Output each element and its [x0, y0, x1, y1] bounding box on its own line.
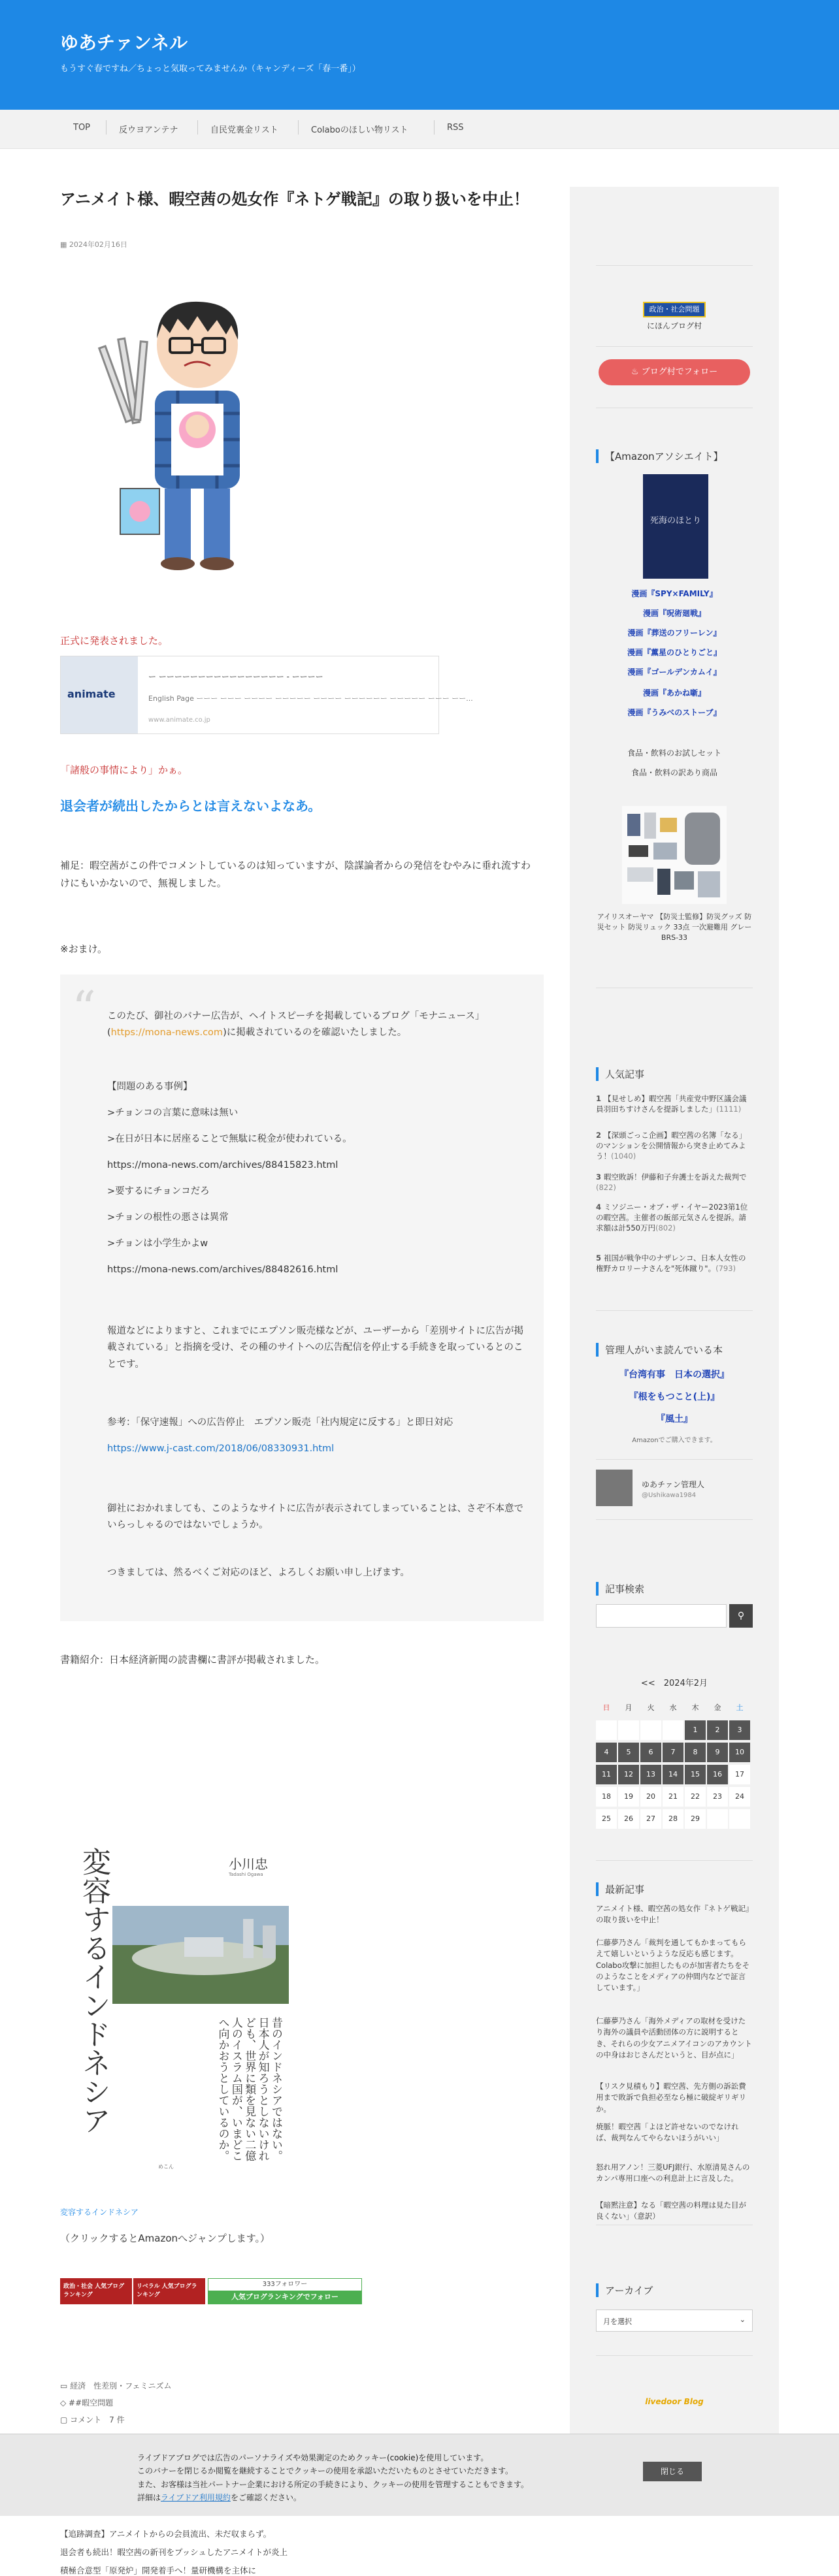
- popular-item-title: 【深頭ごっこ企画】暇空茜の名簿「なる」のマンションを公開情報から突き止めてみよう！: [596, 1131, 747, 1161]
- quote-mark-icon: “: [72, 981, 96, 1036]
- cookie-line: また、お客様は当社パートナー企業における所定の手続きにより、クッキーの使用を管理することもできます。: [137, 2479, 529, 2489]
- otaku-illustration: [86, 293, 282, 580]
- sidebar: [570, 187, 779, 2440]
- amazon-link[interactable]: 漫画『あかね噺』: [642, 688, 706, 698]
- quote-report: 報道などによりますと、これまでにエプソン販売様などが、ユーザーから「差別サイトに広告が掲載されている」と指摘を受け、その種のサイトへの広告配信を停止する手続きを取っているとのことです。: [107, 1326, 523, 1370]
- book-cover-author: 小川忠: [229, 1856, 268, 1872]
- amazon-link[interactable]: 漫画『薫星のひとりごと』: [627, 648, 721, 657]
- category-latest-item[interactable]: 積極合意型「原発炉」開発着手へ！量研機構を主体に: [60, 2566, 257, 2575]
- amazon-book-image[interactable]: [643, 474, 708, 579]
- quote-intro-part2: )に掲載されているのを確認いたしました。: [223, 1027, 407, 1038]
- extra-label: ※おまけ。: [60, 943, 107, 955]
- recent-item[interactable]: 仁藤夢乃さん「裁判を通してもかまってもらえて嬉しいというような反応も感じます。Colabo攻撃に加担したものが加害者たちをそのようなことをメディアの仲間内などで証言しています。」: [596, 1938, 750, 1992]
- calendar-day: 18: [596, 1787, 617, 1807]
- ranking-follow-button[interactable]: [208, 2278, 362, 2304]
- ranking-banner-politics[interactable]: [60, 2278, 132, 2304]
- calendar-weekday: 月: [625, 1703, 633, 1712]
- card-description: English Page ーーー ーーー ーーーー ーーーーー ーーーー ーーーーーー ーーーーー ーーー ーー...: [148, 694, 473, 703]
- quote-reference: 参考：「保守速報」への広告停止 エプソン販売「社内規定に反する」と即日対応: [107, 1417, 453, 1428]
- site-header: [0, 0, 839, 110]
- calendar-empty-cell: [729, 1809, 750, 1829]
- announcement-text: 正式に発表されました。: [60, 635, 169, 647]
- cookie-line: このバナーを閉じるか閲覧を継続することでクッキーの使用を承認いただいたものとさせていただきます。: [137, 2466, 514, 2476]
- amazon-link[interactable]: 漫画『SPY×FAMILY』: [631, 589, 717, 598]
- nav-divider: [106, 120, 107, 135]
- quote-intro-part1: このたび、御社のバナー広告が、ヘイトスピーチを掲載しているブログ「モナニュース」(: [107, 1011, 485, 1038]
- calendar-day[interactable]: 2: [707, 1720, 728, 1740]
- site-title[interactable]: ゆあチァンネル: [60, 32, 188, 54]
- calendar-day: 23: [707, 1787, 728, 1807]
- cookie-close-button[interactable]: 閉じる: [643, 2462, 702, 2481]
- link-card[interactable]: [60, 656, 473, 734]
- recent-item[interactable]: 焼脈！暇空茜「よほど許せないのでなければ、裁判なんてやらないほうがいい」: [596, 2122, 739, 2143]
- nav-divider: [434, 120, 435, 135]
- popular-item-title: 暇空敗訴！伊藤和子弁護士を訴えた裁判で: [604, 1172, 747, 1182]
- calendar-empty-cell: [618, 1720, 639, 1740]
- supplement-text: 補足：暇空茜がこの件でコメントしているのは知っていますが、陰謀論者からの発信をむやみに垂れ流すわけにもいかないので、無視しました。: [60, 860, 531, 889]
- profile-avatar[interactable]: [596, 1470, 633, 1506]
- book-link[interactable]: 変容するインドネシア: [60, 2208, 139, 2217]
- ranking-banner-liberal-label: リベラル 人気ブログランキング: [137, 2283, 197, 2298]
- post-title[interactable]: アニメイト様、暇空茜の処女作『ネトゲ戦記』の取り扱いを中止！: [60, 190, 529, 208]
- book-cover-photo: [112, 1906, 289, 2004]
- calendar-weekday: 水: [669, 1703, 677, 1712]
- amazon-book-title: 死海のほとり: [650, 516, 701, 526]
- book-intro: 書籍紹介：日本経済新聞の読書欄に書評が掲載されました。: [60, 1654, 325, 1666]
- admin-book-link[interactable]: 『風土』: [656, 1414, 693, 1425]
- calendar-day[interactable]: 12: [618, 1765, 639, 1784]
- search-input[interactable]: [596, 1604, 727, 1628]
- animate-logo-text: animate: [67, 688, 116, 700]
- popular-count: (822): [596, 1183, 616, 1193]
- sidebar-divider: [596, 1519, 753, 1520]
- admin-book-link[interactable]: 『根をもつこと(上)』: [629, 1392, 720, 1402]
- quote-line: >在日が日本に居座ることで無駄に税金が使われている。: [107, 1134, 352, 1144]
- blogmura-badge[interactable]: 政治・社会問題: [643, 302, 706, 317]
- calendar-header[interactable]: << 2024年2月: [640, 1679, 708, 1688]
- sidebar-divider: [596, 2355, 753, 2356]
- calendar-day: 26: [618, 1809, 639, 1829]
- calendar-day[interactable]: 15: [685, 1765, 706, 1784]
- nav-item-rss[interactable]: RSS: [447, 123, 464, 133]
- search-icon: ⚲: [737, 1611, 745, 1621]
- recent-item[interactable]: 【リスク見積もり】暇空茜、先方側の訴訟費用まで敗訴で負担必至なら極に破綻ギリギリか。: [596, 2082, 746, 2114]
- emergency-kit-caption[interactable]: アイリスオーヤマ 【防災士監修】防災グッズ 防災セット 防災リュック 33点 一次避難用 グレー BRS-33: [597, 912, 752, 942]
- sidebar-divider: [596, 1459, 753, 1460]
- sidebar-divider: [596, 1860, 753, 1861]
- admin-book-link[interactable]: 『台湾有事 日本の選択』: [619, 1370, 729, 1380]
- popular-item[interactable]: [596, 1202, 753, 1233]
- calendar-day: 22: [685, 1787, 706, 1807]
- tag-link[interactable]: ##暇空問題: [69, 2398, 114, 2407]
- calendar-day[interactable]: 5: [618, 1743, 639, 1762]
- calendar-day: 29: [685, 1809, 706, 1829]
- quote-closing: つきましては、然るべくご対応のほど、よろしくお願い申し上げます。: [107, 1568, 410, 1578]
- calendar-day[interactable]: 3: [729, 1720, 750, 1740]
- calendar-day[interactable]: 11: [596, 1765, 617, 1784]
- quote-block: [60, 974, 544, 1621]
- navbar: [0, 110, 839, 149]
- terms-link[interactable]: ライブドア利用規約: [161, 2493, 231, 2503]
- popular-rank: 2: [596, 1131, 602, 1140]
- popular-item-title: ミソジニー・オブ・ザ・イヤー2023第1位の暇空茜。主催者の飯部元気さんを提訴。請求額は計550万円: [596, 1202, 748, 1233]
- amazon-widget-title: 【Amazonアソシエイト】: [596, 449, 753, 463]
- comments-link[interactable]: コメント 7 件: [70, 2415, 125, 2424]
- mona-news-link[interactable]: https://mona-news.com: [110, 1027, 223, 1038]
- nav-divider: [298, 120, 299, 135]
- profile-name[interactable]: ゆあチァン管理人: [642, 1480, 705, 1489]
- amazon-link[interactable]: 漫画『うみべのストーブ』: [627, 708, 721, 717]
- book-cover-title: 変容するインドネシア: [77, 1847, 110, 2134]
- profile-id: @Ushikawa1984: [642, 1492, 697, 1499]
- food-link[interactable]: 食品・飲料のお試しセット: [627, 749, 721, 758]
- recent-widget-title: 最新記事: [596, 1882, 753, 1896]
- post-tags: [60, 2397, 113, 2408]
- emphasis-text: 退会者が続出したからとは言えないよなあ。: [60, 798, 321, 814]
- book-note: （クリックするとAmazonへジャンプします。）: [60, 2232, 271, 2244]
- quote-line: >チョンは小学生かよw: [107, 1238, 208, 1249]
- category-latest-item[interactable]: 【追跡調査】アニメイトからの会員流出、未だ収まらず。: [60, 2529, 272, 2539]
- folder-icon: ▭: [60, 2381, 71, 2391]
- calendar-weekday: 土: [736, 1703, 744, 1712]
- admin-books-note: Amazonでご購入できます。: [632, 1437, 717, 1444]
- category-links[interactable]: 経済 性差別・フェミニズム: [70, 2381, 172, 2391]
- follow-label: 人気ブログランキングでフォロー: [208, 2291, 361, 2304]
- popular-count: (793): [716, 1264, 736, 1274]
- jcast-link[interactable]: [107, 1441, 532, 1457]
- card-title: ー ーーーーーーーーーーーーーーーー - ーーーー: [148, 672, 323, 681]
- calendar-weekday: 木: [691, 1703, 699, 1712]
- calendar-weekday: 日: [602, 1703, 610, 1712]
- calendar-day: 24: [729, 1787, 750, 1807]
- archive-select-value: 月を選択: [603, 2317, 632, 2326]
- archive-select[interactable]: [596, 2310, 753, 2332]
- search-button[interactable]: [729, 1604, 753, 1628]
- blogmura-follow-label: ブログ村でフォロー: [641, 367, 718, 377]
- recent-item[interactable]: 怒れ用アノン！三菱UFJ銀行、水原清晃さんのカンパ専用口座への利息計上に言及した。: [596, 2163, 750, 2183]
- post-categories: [60, 2380, 172, 2391]
- nav-item-list[interactable]: 自民党裏金リスト: [210, 125, 278, 135]
- popular-item[interactable]: [596, 1130, 753, 1161]
- calendar-day: 17: [729, 1765, 750, 1784]
- calendar-day[interactable]: 16: [707, 1765, 728, 1784]
- calendar-day: 20: [640, 1787, 661, 1807]
- calendar-weekday: 火: [647, 1703, 655, 1712]
- post-date: [60, 239, 127, 250]
- recent-item[interactable]: アニメイト様、暇空茜の処女作『ネトゲ戦記』の取り扱いを中止！: [596, 1904, 749, 1925]
- nav-divider: [197, 120, 198, 135]
- calendar-day[interactable]: 7: [663, 1743, 683, 1762]
- popular-item[interactable]: [596, 1093, 753, 1114]
- cookie-line-suffix: をご確認ください。: [230, 2493, 301, 2503]
- nav-item-antenna[interactable]: 反ウヨアンテナ: [119, 125, 178, 135]
- quote-intro: [107, 1008, 532, 1042]
- popular-rank: 1: [596, 1094, 602, 1103]
- cookie-line-prefix: 詳細は: [137, 2493, 161, 2503]
- calendar-day[interactable]: 10: [729, 1743, 750, 1762]
- calendar-day: 19: [618, 1787, 639, 1807]
- popular-item[interactable]: [596, 1253, 753, 1274]
- problem-title: 【問題のある事例】: [107, 1082, 193, 1092]
- calendar-empty-cell: [707, 1809, 728, 1829]
- popular-rank: 5: [596, 1253, 602, 1263]
- card-url: www.animate.co.jp: [148, 716, 210, 724]
- book-cover-image[interactable]: [60, 1841, 289, 2180]
- calendar-empty-cell: [640, 1720, 661, 1740]
- amazon-link[interactable]: 漫画『葬送のフリーレン』: [627, 628, 721, 637]
- ranking-banner-politics-label: 政治・社会 人気ブログランキング: [63, 2283, 125, 2298]
- amazon-link[interactable]: 漫画『呪術廻戦』: [642, 609, 706, 618]
- jcast-link-text[interactable]: https://www.j-cast.com/2018/06/08330931.html: [107, 1443, 335, 1454]
- follower-count: 333フォロワー: [262, 2281, 308, 2288]
- calendar-day[interactable]: 4: [596, 1743, 617, 1762]
- quote-line: >チョンコの言葉に意味は無い: [107, 1108, 239, 1118]
- popular-item[interactable]: [596, 1172, 753, 1193]
- popular-count: (1040): [611, 1151, 636, 1161]
- popular-widget-title: 人気記事: [596, 1067, 753, 1081]
- food-link[interactable]: 食品・飲料の訳あり商品: [631, 768, 717, 777]
- popular-rank: 4: [596, 1202, 602, 1212]
- calendar-empty-cell: [596, 1720, 617, 1740]
- category-latest-item[interactable]: 退会者も続出！暇空茜の新刊をプッシュしたアニメイトが炎上: [60, 2547, 288, 2557]
- sidebar-divider: [596, 346, 753, 347]
- quote-url: https://mona-news.com/archives/88482616.html: [107, 1264, 338, 1275]
- blogmura-text[interactable]: にほんブログ村: [646, 321, 702, 330]
- ranking-banner-liberal[interactable]: [133, 2278, 205, 2304]
- circumstance-text: 「諸般の事情により」かぁ。: [60, 764, 188, 776]
- calendar-day: 21: [663, 1787, 683, 1807]
- archive-widget-title: アーカイブ: [596, 2283, 753, 2297]
- animate-logo: [61, 656, 138, 733]
- quote-line: >要するにチョンコだろ: [107, 1186, 210, 1197]
- amazon-link[interactable]: 漫画『ゴールデンカムイ』: [627, 668, 721, 677]
- nav-item-wishlist[interactable]: Colaboのほしい物リスト: [311, 125, 408, 135]
- recent-item[interactable]: 【暗黙注意】なる「暇空茜の料理は見た目が良くない」（意訳）: [596, 2200, 746, 2221]
- post-date-text: 2024年02月16日: [69, 240, 127, 249]
- book-cover-publisher: めこん: [158, 2164, 174, 2170]
- calendar-day[interactable]: 1: [685, 1720, 706, 1740]
- cookie-banner: [0, 2434, 839, 2516]
- calendar-day[interactable]: 6: [640, 1743, 661, 1762]
- site-description: もうすぐ春ですね／ちょっと気取ってみませんか（キャンディーズ「春一番」）: [60, 64, 361, 74]
- chevron-down-icon: ⌄: [739, 2315, 746, 2324]
- popular-item-title: 祖国が戦争中のナザレンコ、日本人女性の権野カロリーナさんを"死体蹴り"。: [596, 1253, 746, 1274]
- calendar-empty-cell: [663, 1720, 683, 1740]
- blogmura-follow-button[interactable]: [599, 359, 750, 385]
- nav-item-top[interactable]: TOP: [73, 123, 91, 133]
- calendar-day[interactable]: 14: [663, 1765, 683, 1784]
- quote-line: >チョンの根性の悪さは異常: [107, 1212, 229, 1223]
- admin-books-title: 管理人がいま読んでいる本: [596, 1343, 753, 1357]
- calendar-day: 27: [640, 1809, 661, 1829]
- book-cover-blurb: 昔のインドネシアではない。日本人が知ろうとしないけれども、世界に類を見ない二億人のイスラム国が、いまどこへ向かおうとしているのか。: [216, 2017, 282, 2161]
- calendar-day: 28: [663, 1809, 683, 1829]
- cookie-line: [137, 2491, 621, 2504]
- sidebar-divider: [596, 1310, 753, 1311]
- popular-item-title: 【見せしめ】暇空茜「共産党中野区議会議員羽田ちすけさんを提訴しました」: [596, 1094, 747, 1114]
- quote-url: https://mona-news.com/archives/88415823.html: [107, 1160, 338, 1170]
- cookie-text: [137, 2451, 621, 2505]
- calendar-weekday: 金: [714, 1703, 721, 1712]
- emergency-kit-image[interactable]: [622, 806, 727, 904]
- quote-worry: 御社におかれましても、このようなサイトに広告が表示されてしまっていることは、さぞ不本意でいらっしゃるのではないでしょうか。: [107, 1504, 523, 1531]
- recent-item[interactable]: 仁藤夢乃さん「海外メディアの取材を受けたり海外の議員や活動団体の方に説明するとき、それらの少女アニメアイコンのアカウントの中身はおじさんだというと、目が点に」: [596, 2016, 752, 2059]
- search-widget-title: 記事検索: [596, 1582, 753, 1596]
- post-comments: [60, 2414, 125, 2425]
- calendar-day[interactable]: 9: [707, 1743, 728, 1762]
- popular-count: (802): [655, 1223, 676, 1233]
- cookie-line: ライブドアブログでは広告のパーソナライズや効果測定のためクッキー(cookie)を使用しています。: [137, 2453, 489, 2462]
- comment-icon: ▢: [60, 2415, 71, 2424]
- blogmura-icon: ♨: [631, 367, 642, 377]
- popular-rank: 3: [596, 1172, 602, 1182]
- livedoor-logo[interactable]: livedoor Blog: [645, 2397, 704, 2406]
- calendar-day[interactable]: 13: [640, 1765, 661, 1784]
- calendar-icon: ▦: [60, 240, 69, 249]
- book-cover-author-en: Tadashi Ogawa: [229, 1872, 263, 1877]
- sidebar-divider: [596, 265, 753, 266]
- calendar-day[interactable]: 8: [685, 1743, 706, 1762]
- popular-count: (1111): [716, 1104, 742, 1114]
- calendar-day: 25: [596, 1809, 617, 1829]
- tag-icon: ◇: [60, 2398, 69, 2407]
